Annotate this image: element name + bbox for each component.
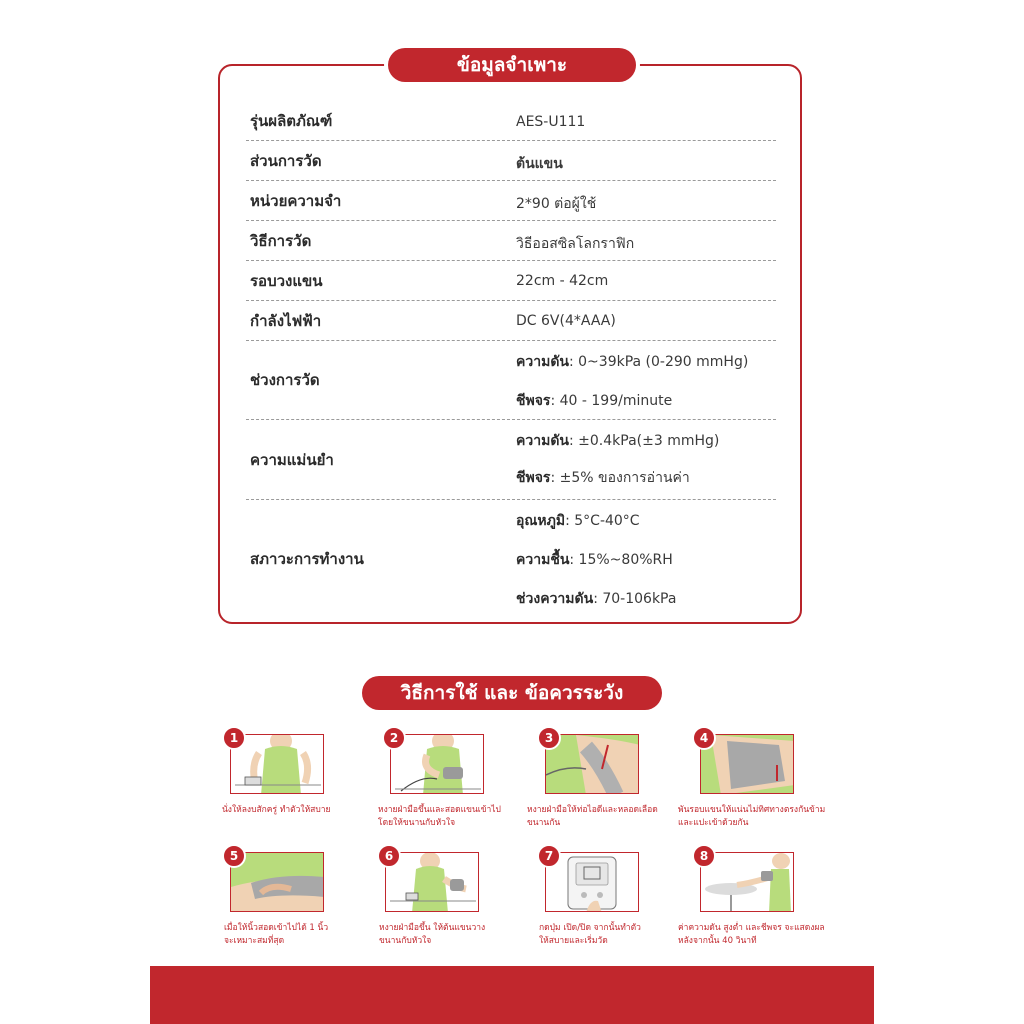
step-number: 5 [222, 844, 246, 868]
pulse-label: ชีพจร [516, 470, 551, 486]
finger-check-icon [231, 853, 324, 912]
spec-value-pressure [516, 351, 748, 373]
spec-row-model [246, 102, 776, 141]
humidity-value: : 15%~80%RH [569, 552, 673, 568]
step-number: 8 [692, 844, 716, 868]
spec-row-operating [246, 500, 776, 618]
step-number: 2 [382, 726, 406, 750]
spec-title: ข้อมูลจำเพาะ [388, 48, 636, 82]
temp-value: : 5°C-40°C [565, 513, 640, 529]
pressure-label: ความดัน [516, 354, 569, 370]
person-result-icon [701, 853, 794, 912]
step-caption: พันรอบแขนให้แน่นไม่ทิศทางตรงกันข้าม และแปะเข้าด้วยกัน [678, 805, 826, 828]
spec-value-pressure [516, 430, 719, 452]
spec-value-pressure-range [516, 588, 676, 610]
humidity-label: ความชื้น [516, 552, 570, 568]
person-seated-icon [231, 735, 324, 794]
cuff-wrap-icon [701, 735, 794, 794]
pressure-value: : ±0.4kPa(±3 mmHg) [568, 433, 720, 449]
step-caption: หงายฝ่ามือขึ้นและสอดแขนเข้าไป โดยให้ขนานกับหัวใจ [378, 805, 501, 828]
footer-bar [150, 966, 874, 1024]
person-cuff-icon [391, 735, 484, 794]
spec-label: สภาวะการทำงาน [250, 550, 364, 568]
spec-value: ต้นแขน [516, 156, 563, 172]
spec-label: ความแม่นยำ [250, 450, 334, 469]
spec-label: รุ่นผลิตภัณฑ์ [250, 112, 333, 130]
step-caption: นั่งให้ลงบสักครู่ ทำตัวให้สบาย [222, 805, 331, 815]
spec-value: วิธีออสซิลโลกราฟิก [516, 236, 635, 252]
spec-value-temp [516, 510, 640, 532]
spec-value: 2*90 ต่อผู้ใช้ [516, 196, 597, 212]
step-caption: ค่าความดัน สูงต่ำ และชีพจร จะแสดงผล หลังจากนั้น 40 วินาที [678, 923, 825, 946]
spec-value: AES-U111 [516, 114, 586, 130]
device-power-icon [546, 853, 639, 912]
spec-row-memory [246, 181, 776, 221]
step-caption: เมื่อให้นิ้วสอดเข้าไปได้ 1 นิ้ว จะเหมาะสมที่สุด [224, 923, 329, 946]
temp-label: อุณหภูมิ [516, 513, 566, 529]
spec-row-measure-site [246, 141, 776, 181]
step-number: 3 [537, 726, 561, 750]
spec-value-pulse [516, 390, 672, 412]
spec-value-pulse [516, 467, 690, 489]
pressure-range-value: : 70-106kPa [593, 591, 677, 607]
person-table-icon [386, 853, 479, 912]
spec-label: ส่วนการวัด [250, 151, 322, 170]
spec-row-method [246, 221, 776, 261]
spec-label: วิธีการวัด [250, 231, 312, 250]
spec-row-power [246, 301, 776, 341]
step-caption: กดปุ่ม เปิด/ปิด จากนั้นทำตัว ให้สบายและเริ่มวัด [539, 923, 641, 946]
arm-closeup-icon [546, 735, 639, 794]
pressure-value: : 0~39kPa (0-290 mmHg) [568, 354, 749, 370]
pressure-label: ความดัน [516, 433, 569, 449]
step-number: 1 [222, 726, 246, 750]
step-number: 6 [377, 844, 401, 868]
spec-value: DC 6V(4*AAA) [516, 313, 616, 329]
step-caption: หงายฝ่ามือขึ้น ให้ต้นแขนวาง ขนานกับหัวใจ [379, 923, 486, 946]
spec-label: หน่วยความจำ [250, 191, 342, 210]
step-number: 7 [537, 844, 561, 868]
howto-title: วิธีการใช้ และ ข้อควรระวัง [362, 676, 662, 710]
spec-row-accuracy [246, 420, 776, 500]
spec-row-measure-range [246, 341, 776, 420]
spec-label: รอบวงแขน [250, 271, 323, 290]
pulse-value: : ±5% ของการอ่านค่า [550, 470, 690, 486]
step-caption: หงายฝ่ามือให้ท่อไอดีและหลอดเลือด ขนานกัน [527, 805, 658, 828]
pressure-range-label: ช่วงความดัน [516, 591, 594, 607]
spec-row-cuff [246, 261, 776, 301]
spec-value-humidity [516, 549, 673, 571]
spec-label: กำลังไฟฟ้า [250, 311, 322, 330]
pulse-label: ชีพจร [516, 393, 551, 409]
spec-label: ช่วงการวัด [250, 371, 320, 389]
pulse-value: : 40 - 199/minute [550, 393, 673, 409]
step-number: 4 [692, 726, 716, 750]
spec-value: 22cm - 42cm [516, 273, 609, 289]
